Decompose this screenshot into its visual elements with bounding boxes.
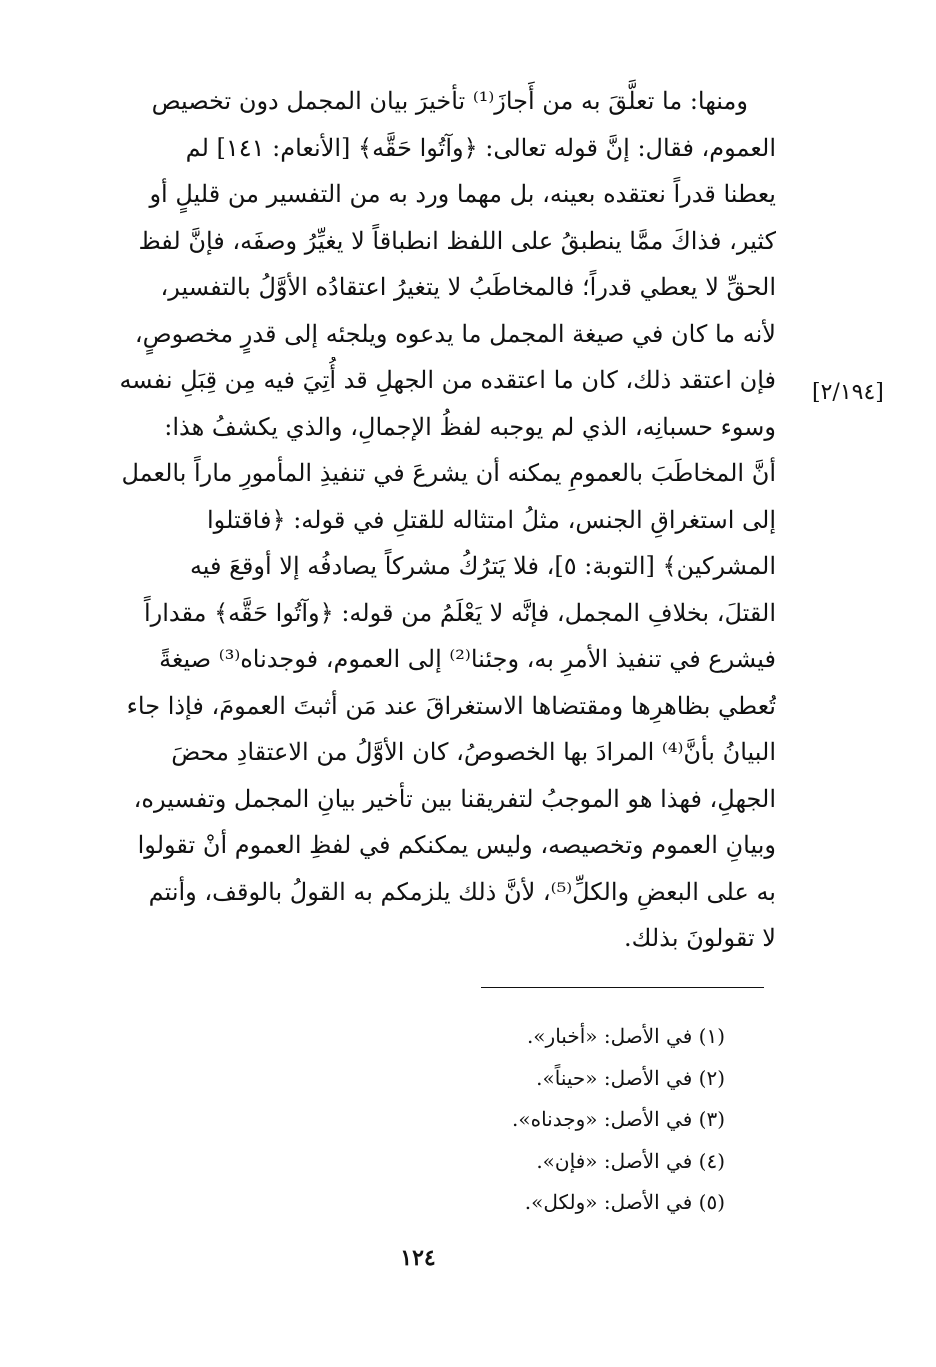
text-line: فإن اعتقد ذلك، كان ما اعتقده من الجهلِ قد أُتِيَ فيه مِن قِبَلِ نفسه — [119, 366, 776, 394]
text-line: به على البعضِ والكلِّ⁽⁵⁾، لأنَّ ذلك يلزمكم به القولُ بالوقف، وأنتم — [148, 877, 776, 906]
text-line: الحقِّ لا يعطي قدراً؛ فالمخاطَبُ لا يتغيرُ اعتقادُه الأوَّلُ بالتفسير، — [160, 273, 776, 301]
text-line: لا تقولونَ بذلك. — [624, 924, 776, 952]
text-line: المشركين﴾ [التوبة: ٥]، فلا يَترُكُ مشركاً يصادفُه إلا أوقعَ فيه — [189, 552, 776, 580]
footnotes — [420, 1016, 725, 1224]
footnote-divider — [481, 987, 764, 988]
footnote: (٥) في الأصل: «ولكل». — [524, 1190, 725, 1214]
text-line: يعطنا قدراً نعتقده بعينه، بل مهما ورد به من التفسير من قليلٍ أو — [149, 180, 776, 208]
text-line: إلى استغراقِ الجنس، مثلُ امتثاله للقتلِ في قوله: ﴿فاقتلوا — [207, 505, 776, 534]
text-line: وسوء حسبانِه، الذي لم يوجبه لفظُ الإجمالِ، والذي يكشفُ هذا: — [164, 412, 776, 441]
text-line: تُعطي بظاهرِها ومقتضاها الاستغراقَ عند مَن أثبتَ العمومَ، فإذا جاء — [126, 691, 776, 720]
text-line: العموم، فقال: إنَّ قوله تعالى: ﴿وآتُوا حَقَّه﴾ [الأنعام: ١٤١] لم — [185, 133, 776, 162]
margin-page-reference: [٢/١٩٤] — [812, 380, 884, 405]
text-line: فيشرع في تنفيذ الأمرِ به، وجئنا⁽²⁾ إلى العموم، فوجدناه⁽³⁾ صيغةً — [159, 645, 776, 673]
footnote: (٣) في الأصل: «وجدناه». — [512, 1107, 725, 1131]
footnote: (٢) في الأصل: «حيناً». — [536, 1065, 725, 1090]
main-text — [60, 78, 776, 962]
text-line: الجهلِ، فهذا هو الموجبُ لتفريقنا بين تأخير بيانِ المجمل وتفسيره، — [133, 784, 776, 813]
text-line: البيانُ بأنَّ⁽⁴⁾ المرادَ بها الخصوصُ، كان الأوَّلُ من الاعتقادِ محضَ — [171, 738, 776, 766]
page-number: ١٢٤ — [400, 1245, 436, 1271]
text-line: كثير، فذاكَ ممَّا ينطبقُ على اللفظ انطباقاً لا يغيِّرُ وصفَه، فإنَّ لفظ — [138, 226, 776, 255]
text-line: ومنها: ما تعلَّقَ به من أَجازَ⁽¹⁾ تأخيرَ بيان المجمل دون تخصيص — [151, 87, 748, 115]
footnote: (١) في الأصل: «أخبار». — [526, 1024, 725, 1048]
text-line: القتلَ، بخلافِ المجمل، فإنَّه لا يَعْلَمُ من قوله: ﴿وآتُوا حَقَّه﴾ مقداراً — [143, 598, 776, 627]
footnote: (٤) في الأصل: «فإن». — [536, 1148, 725, 1173]
text-line: وبيانِ العموم وتخصيصه، وليس يمكنكم في لفظِ العموم أنْ تقولوا — [137, 831, 776, 859]
text-line: لأنه ما كان في صيغة المجمل ما يدعوه ويلجئه إلى قدرٍ مخصوصٍ، — [134, 319, 776, 348]
text-line: أنَّ المخاطَبَ بالعمومِ يمكنه أن يشرعَ في تنفيذِ المأمورِ ماراً بالعمل — [121, 459, 776, 487]
